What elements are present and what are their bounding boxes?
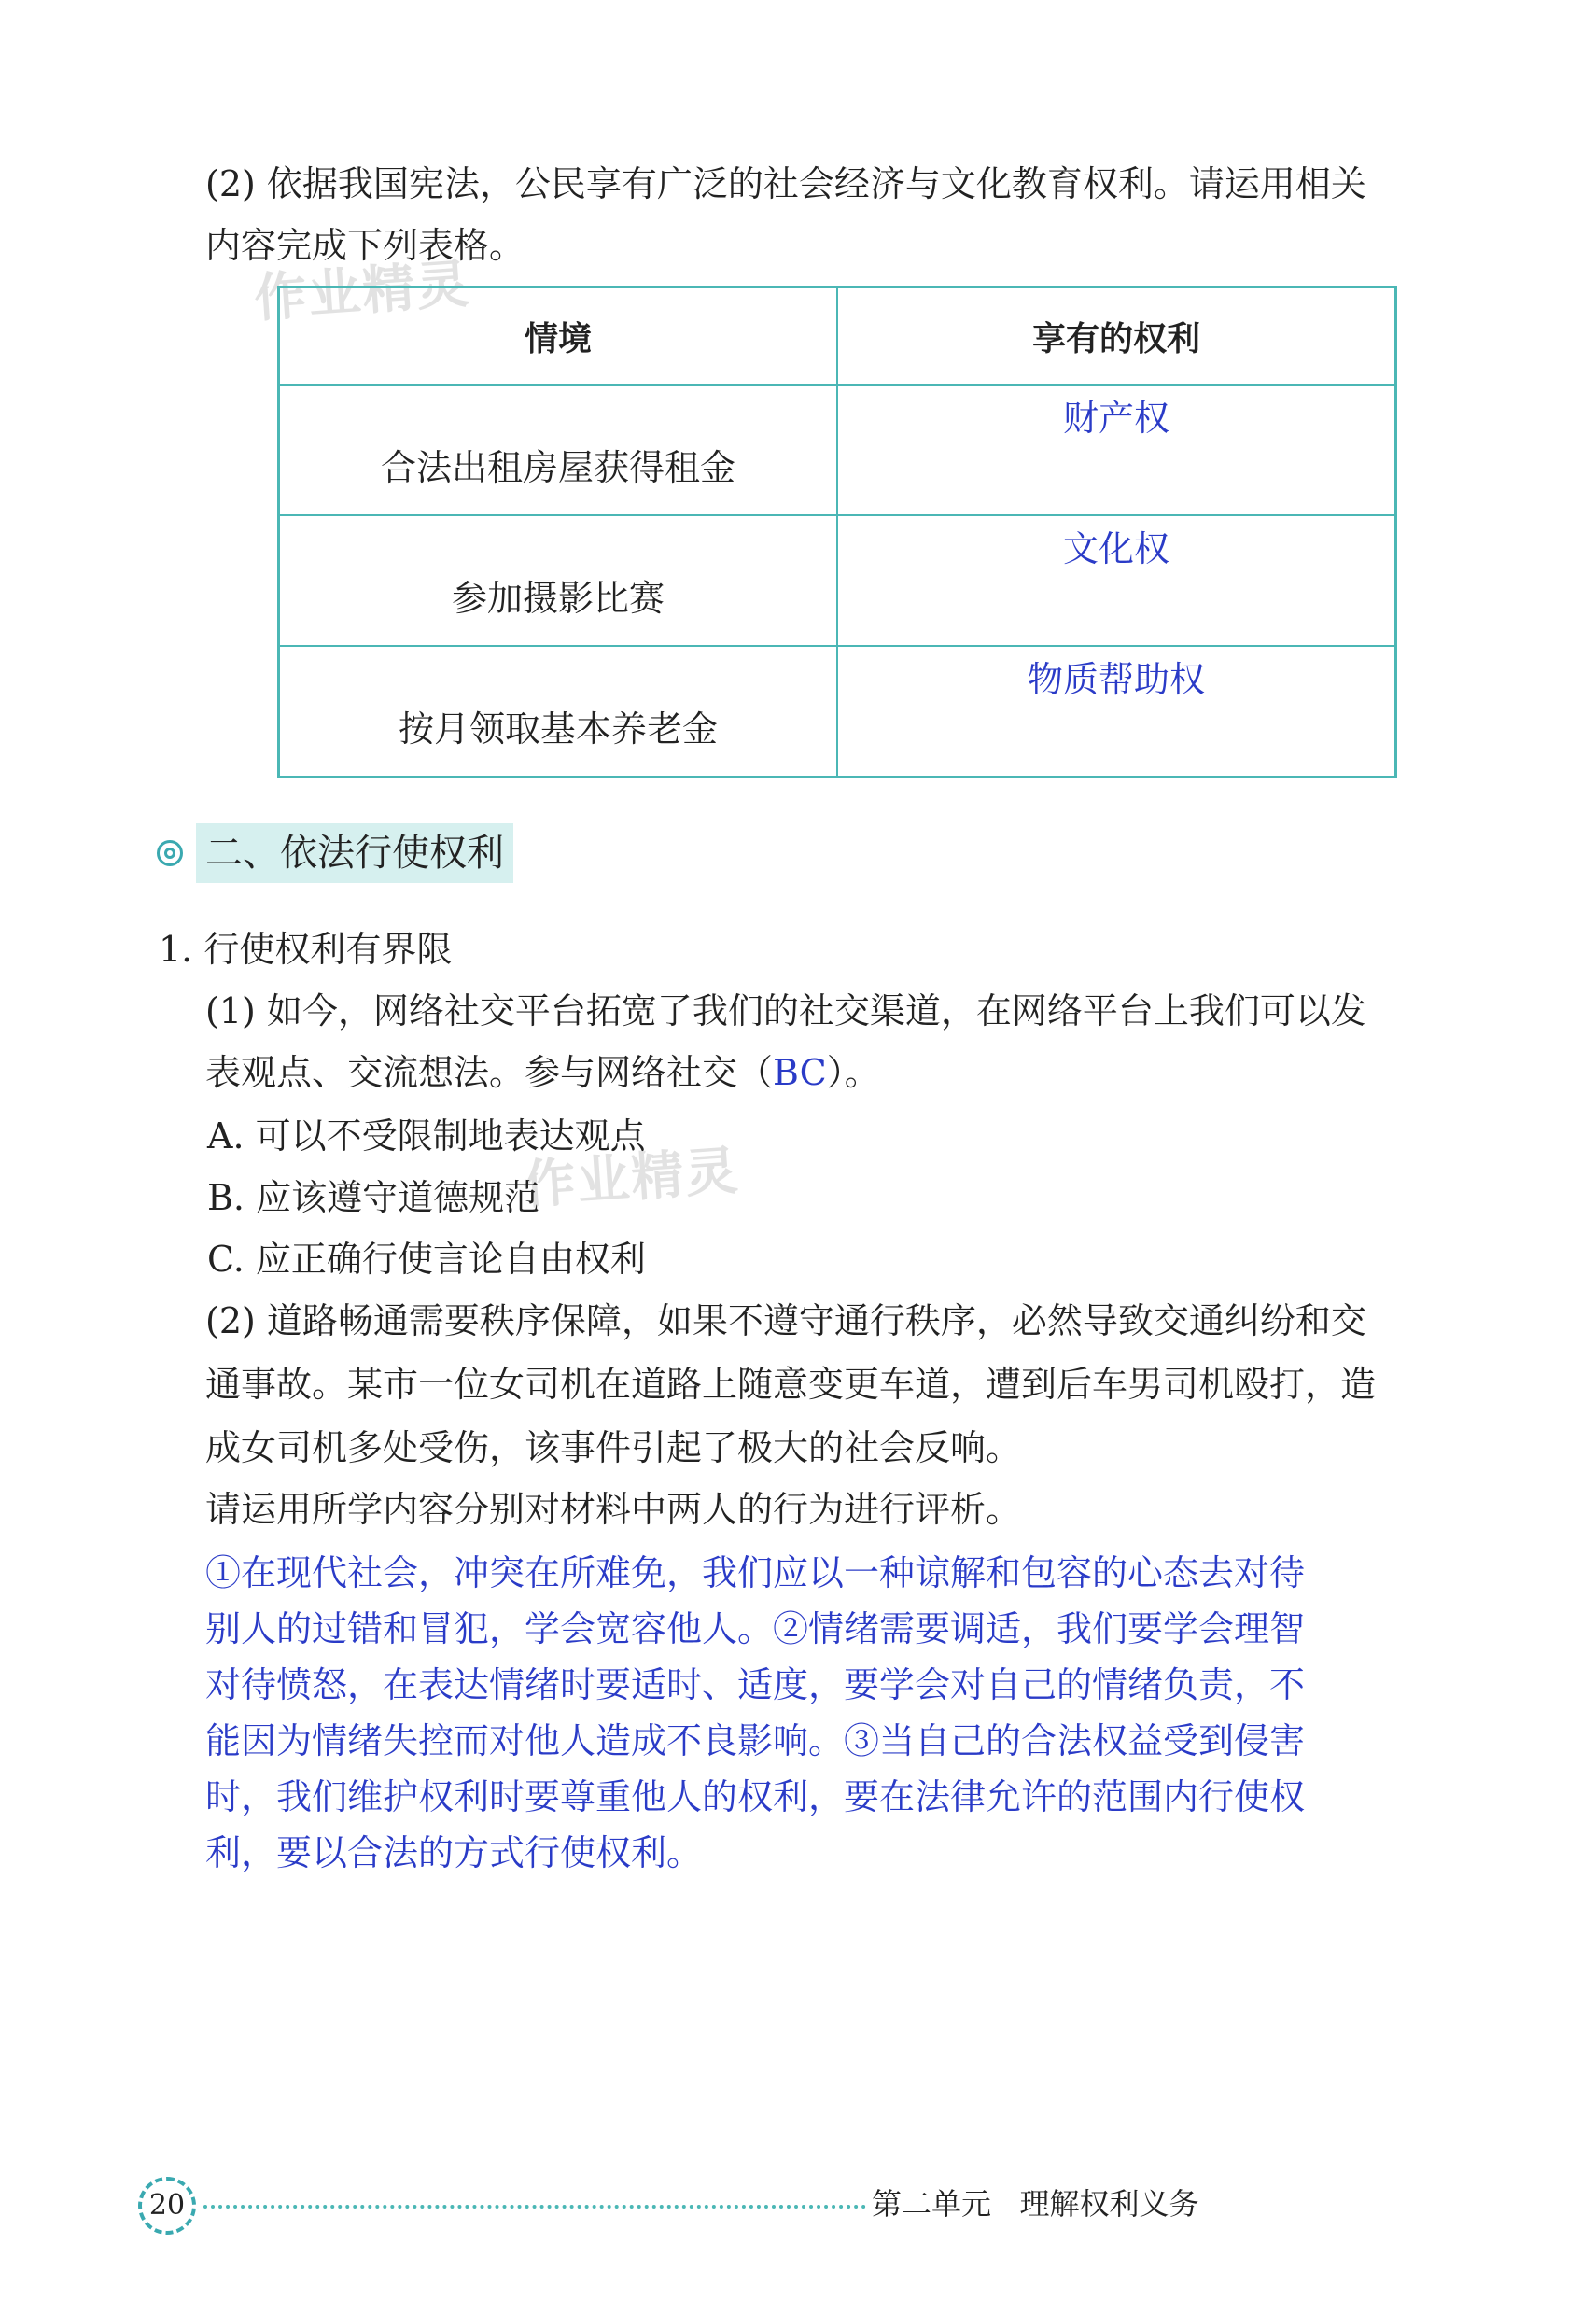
table-row [279,385,1396,515]
right-answer: 文化权 [1062,528,1169,569]
scene-text: 参加摄影比赛 [451,577,665,619]
table-header-row [279,288,1396,386]
answer-line: 别人的过错和冒犯，学会宽容他人。②情绪需要调适，我们要学会理智 [205,1608,1306,1649]
option-b: B. 应该遵守道德规范 [207,1177,540,1218]
footer-title [872,2181,1199,2227]
answer-choice: BC [773,1052,827,1093]
scene-text: 按月领取基本养老金 [398,708,718,750]
answer-line: 对待愤怒，在表达情绪时要适时、适度，要学会对自己的情绪负责，不 [205,1664,1306,1705]
question-2-line: 内容完成下列表格。 [205,225,525,266]
question-2b-line: 成女司机多处受伤，该事件引起了极大的社会反响。 [205,1427,1022,1468]
right-answer: 财产权 [1062,398,1169,439]
option-a: A. 可以不受限制地表达观点 [207,1115,646,1157]
footer-divider [203,2205,866,2209]
answer-line: 利，要以合法的方式行使权利。 [205,1832,703,1873]
footer-unit-title: 理解权利义务 [1019,2186,1199,2222]
question-1-line [205,1040,880,1105]
header-scene: 情境 [279,288,838,386]
section-title: 二、依法行使权利 [196,823,513,883]
rights-table [277,286,1397,778]
question-1-text: ）。 [826,1052,880,1093]
scene-cell [279,385,838,515]
section-heading [157,823,513,883]
header-right: 享有的权利 [837,288,1396,386]
question-1-line: (1) 如今，网络社交平台拓宽了我们的社交渠道，在网络平台上我们可以发 [205,990,1366,1031]
right-cell [837,646,1396,778]
right-answer: 物质帮助权 [1027,659,1205,700]
table-row [279,646,1396,778]
question-2b-line: 通事故。某市一位女司机在道路上随意变更车道，遭到后车男司机殴打，造 [205,1364,1377,1405]
option-c: C. 应正确行使言论自由权利 [207,1239,646,1280]
question-2-line: (2) 依据我国宪法，公民享有广泛的社会经济与文化教育权利。请运用相关 [205,163,1366,204]
question-2b-line: (2) 道路畅通需要秩序保障，如果不遵守通行秩序，必然导致交通纠纷和交 [205,1300,1366,1341]
question-2b-prompt: 请运用所学内容分别对材料中两人的行为进行评析。 [205,1489,1022,1530]
scene-text: 合法出租房屋获得租金 [380,446,735,488]
footer-unit: 第二单元 [872,2186,992,2222]
table-row [279,515,1396,646]
page-number: 20 [138,2177,196,2235]
right-cell [837,515,1396,646]
watermark: 作业精灵 [252,253,473,330]
question-1-text: 表观点、交流想法。参与网络社交（ [205,1052,774,1093]
answer-line: 能因为情绪失控而对他人造成不良影响。③当自己的合法权益受到侵害 [205,1720,1306,1761]
scene-cell [279,515,838,646]
answer-line: ①在现代社会，冲突在所难免，我们应以一种谅解和包容的心态去对待 [205,1552,1306,1593]
double-circle-icon [157,840,183,866]
answer-line: 时，我们维护权利时要尊重他人的权利，要在法律允许的范围内行使权 [205,1776,1306,1817]
watermark: 作业精灵 [521,1140,742,1217]
right-cell [837,385,1396,515]
item-title: 1. 行使权利有界限 [159,929,453,970]
page-footer [138,2177,1463,2233]
scene-cell [279,646,838,778]
